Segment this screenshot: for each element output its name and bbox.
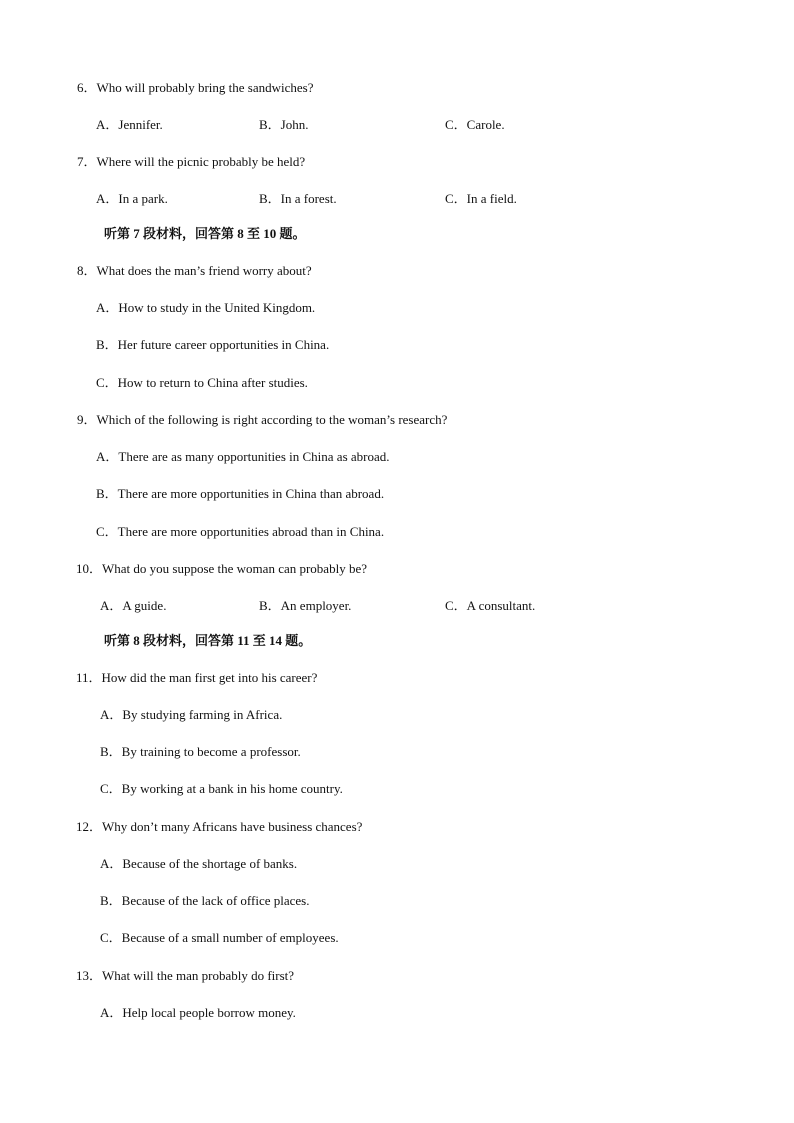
q10-option-b: B．An employer. xyxy=(259,598,352,613)
question-13: 13．What will the man probably do first? xyxy=(76,968,295,983)
q9-option-c: C．There are more opportunities abroad than in China. xyxy=(96,524,385,539)
question-6: 6．Who will probably bring the sandwiches? xyxy=(77,80,314,95)
q11-option-b: B．By training to become a professor. xyxy=(100,744,301,759)
question-8: 8．What does the man’s friend worry about? xyxy=(77,263,312,278)
q6-option-c: C．Carole. xyxy=(445,117,505,132)
section-7-heading: 听第 7 段材料，回答第 8 至 10 题。 xyxy=(104,226,306,241)
q7-option-b: B．In a forest. xyxy=(259,191,337,206)
question-12: 12．Why don’t many Africans have business chances? xyxy=(76,819,363,834)
q12-option-a: A．Because of the shortage of banks. xyxy=(100,856,298,871)
q12-option-c: C．Because of a small number of employees. xyxy=(100,930,339,945)
question-7: 7．Where will the picnic probably be held? xyxy=(77,154,306,169)
section-8-heading: 听第 8 段材料，回答第 11 至 14 题。 xyxy=(104,633,312,648)
q6-option-a: A．Jennifer. xyxy=(96,117,163,132)
q8-option-c: C．How to return to China after studies. xyxy=(96,375,308,390)
question-10: 10．What do you suppose the woman can probably be? xyxy=(76,561,367,576)
q7-option-c: C．In a field. xyxy=(445,191,517,206)
q9-option-b: B．There are more opportunities in China than abroad. xyxy=(96,486,385,501)
q8-option-a: A．How to study in the United Kingdom. xyxy=(96,300,316,315)
q11-option-a: A．By studying farming in Africa. xyxy=(100,707,283,722)
question-11: 11．How did the man first get into his career? xyxy=(76,670,318,685)
q13-option-a: A．Help local people borrow money. xyxy=(100,1005,296,1020)
question-9: 9．Which of the following is right according to the woman’s research? xyxy=(77,412,448,427)
q10-option-c: C．A consultant. xyxy=(445,598,536,613)
q8-option-b: B．Her future career opportunities in China. xyxy=(96,337,330,352)
q7-option-a: A．In a park. xyxy=(96,191,168,206)
q12-option-b: B．Because of the lack of office places. xyxy=(100,893,310,908)
q11-option-c: C．By working at a bank in his home country. xyxy=(100,781,343,796)
q6-option-b: B．John. xyxy=(259,117,309,132)
q10-option-a: A．A guide. xyxy=(100,598,167,613)
q9-option-a: A．There are as many opportunities in China as abroad. xyxy=(96,449,390,464)
